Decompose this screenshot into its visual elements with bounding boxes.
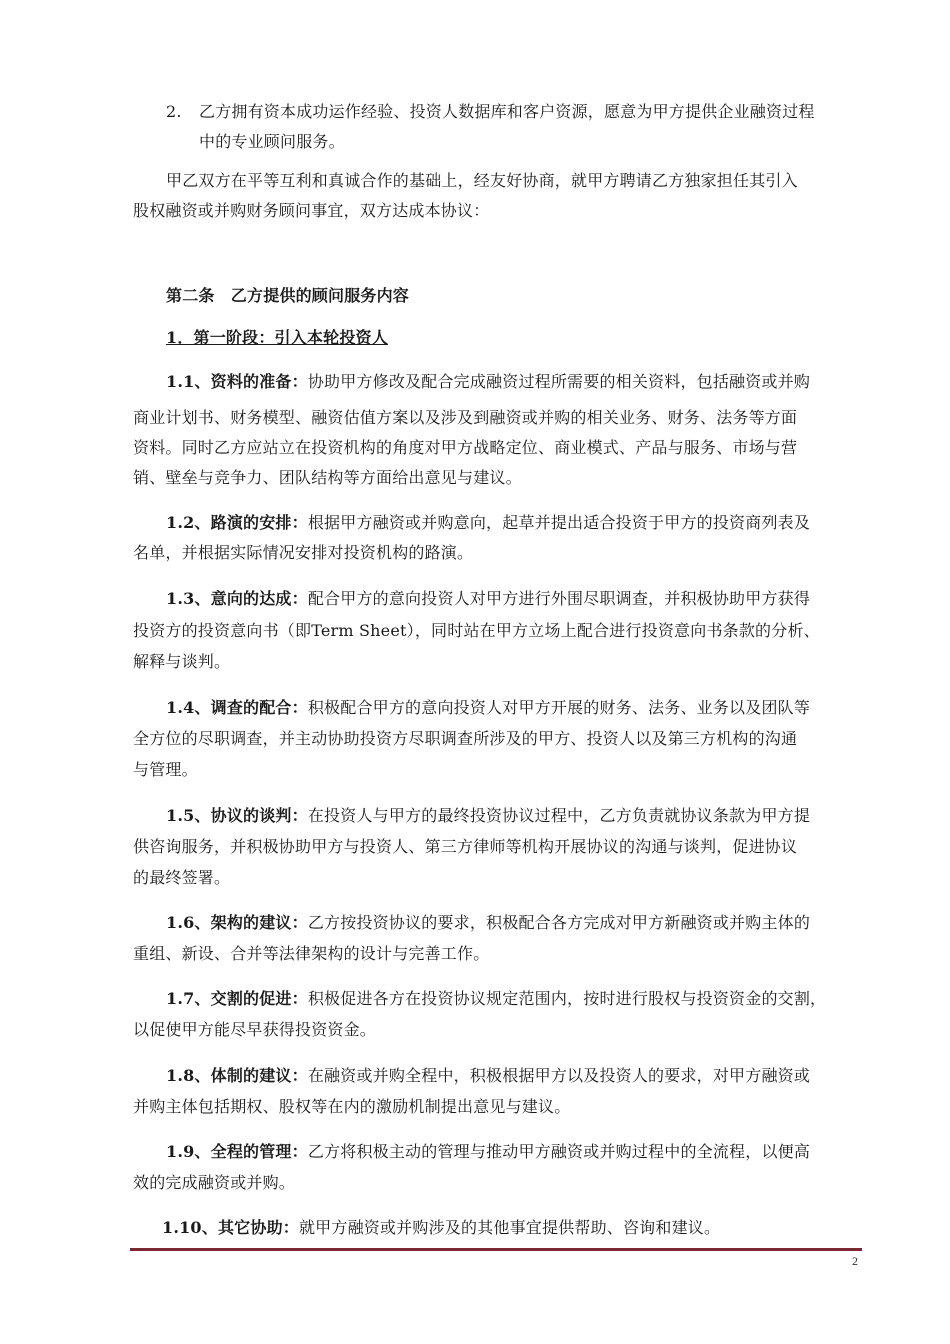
- clause-1-3-line-3: 解释与谈判。: [133, 652, 231, 671]
- clause-1-10-line-1: [162, 1217, 720, 1239]
- clause-text: 积极促进各方在投资协议规定范围内，按时进行股权与投资资金的交割，: [307, 989, 827, 1008]
- clause-text: 乙方将积极主动的管理与推动甲方融资或并购过程中的全流程，以便高: [307, 1142, 811, 1161]
- clause-text: 乙方按投资协议的要求，积极配合各方完成对甲方新融资或并购主体的: [307, 913, 811, 932]
- clause-1-2-line-2: 名单，并根据实际情况安排对投资机构的路演。: [133, 543, 474, 562]
- clause-1-6-line-1: [166, 912, 810, 934]
- clause-1-3-line-1: [166, 588, 810, 610]
- clause-1-5-line-3: 的最终签署。: [133, 868, 231, 887]
- clause-1-7-line-1: [166, 988, 826, 1010]
- clause-text: 协助甲方修改及配合完成融资过程所需要的相关资料，包括融资或并购: [307, 372, 811, 391]
- clause-text: 积极配合甲方的意向投资人对甲方开展的财务、法务、业务以及团队等: [307, 698, 811, 717]
- clause-1-1-line-4: 销、壁垒与竞争力、团队结构等方面给出意见与建议。: [133, 468, 522, 487]
- clause-1-2-line-1: [166, 512, 810, 534]
- clause-text: 在投资人与甲方的最终投资协议过程中，乙方负责就协议条款为甲方提: [307, 806, 811, 825]
- clause-1-8-line-2: 并购主体包括期权、股权等在内的激励机制提出意见与建议。: [133, 1097, 571, 1116]
- clause-1-6-line-2: 重组、新设、合并等法律架构的设计与完善工作。: [133, 944, 490, 963]
- clause-label: 1.5、协议的谈判：: [166, 806, 308, 825]
- clause-1-5-line-1: [166, 805, 810, 827]
- clause-text: 根据甲方融资或并购意向，起草并提出适合投资于甲方的投资商列表及: [307, 513, 811, 532]
- intro-item-2-number: 2.: [166, 102, 182, 121]
- clause-1-9-line-2: 效的完成融资或并购。: [133, 1173, 296, 1192]
- clause-1-5-line-2: 供咨询服务，并积极协助甲方与投资人、第三方律师等机构开展协议的沟通与谈判，促进协议: [133, 837, 798, 856]
- clause-1-4-line-2: 全方位的尽职调查，并主动协助投资方尽职调查所涉及的甲方、投资人以及第三方机构的沟通: [133, 729, 798, 748]
- clause-1-1-line-2: 商业计划书、财务模型、融资估值方案以及涉及到融资或并购的相关业务、财务、法务等方面: [133, 408, 798, 427]
- intro-item-2-line-2: 中的专业顾问服务。: [199, 132, 345, 151]
- footer-rule: [130, 1248, 862, 1251]
- page-number: 2: [852, 1254, 858, 1268]
- clause-1-4-line-1: [166, 697, 810, 719]
- clause-1-8-line-1: [166, 1065, 810, 1087]
- article-heading: 第二条 乙方提供的顾问服务内容: [166, 286, 410, 305]
- intro-paragraph-line-1: 甲乙双方在平等互利和真诚合作的基础上，经友好协商，就甲方聘请乙方独家担任其引入: [166, 171, 798, 190]
- clause-label: 1.3、意向的达成：: [166, 589, 308, 608]
- clause-1-9-line-1: [166, 1141, 810, 1163]
- phase-heading: 1．第一阶段：引入本轮投资人: [166, 328, 388, 347]
- clause-label: 1.1、资料的准备：: [166, 372, 308, 391]
- clause-label: 1.6、架构的建议：: [166, 913, 308, 932]
- clause-label: 1.9、全程的管理：: [166, 1142, 308, 1161]
- clause-1-3-line-2: 投资方的投资意向书（即Term Sheet），同时站在甲方立场上配合进行投资意向书条款的分析、: [133, 621, 820, 640]
- clause-1-4-line-3: 与管理。: [133, 760, 198, 779]
- clause-label: 1.8、体制的建议：: [166, 1066, 308, 1085]
- clause-label: 1.2、路演的安排：: [166, 513, 308, 532]
- clause-text: 就甲方融资或并购涉及的其他事宜提供帮助、咨询和建议。: [298, 1218, 721, 1237]
- clause-label: 1.4、调查的配合：: [166, 698, 308, 717]
- clause-1-7-line-2: 以促使甲方能尽早获得投资资金。: [133, 1020, 377, 1039]
- clause-1-1-line-3: 资料。同时乙方应站立在投资机构的角度对甲方战略定位、商业模式、产品与服务、市场与营: [133, 438, 798, 457]
- clause-label: 1.10、其它协助：: [162, 1218, 299, 1237]
- clause-1-1-line-1: [166, 371, 810, 393]
- clause-label: 1.7、交割的促进：: [166, 989, 308, 1008]
- clause-text: 在融资或并购全程中，积极根据甲方以及投资人的要求，对甲方融资或: [307, 1066, 811, 1085]
- intro-paragraph-line-2: 股权融资或并购财务顾问事宜，双方达成本协议：: [133, 201, 490, 220]
- intro-item-2-line-1: 乙方拥有资本成功运作经验、投资人数据库和客户资源，愿意为甲方提供企业融资过程: [199, 102, 815, 121]
- clause-text: 配合甲方的意向投资人对甲方进行外围尽职调查，并积极协助甲方获得: [307, 589, 811, 608]
